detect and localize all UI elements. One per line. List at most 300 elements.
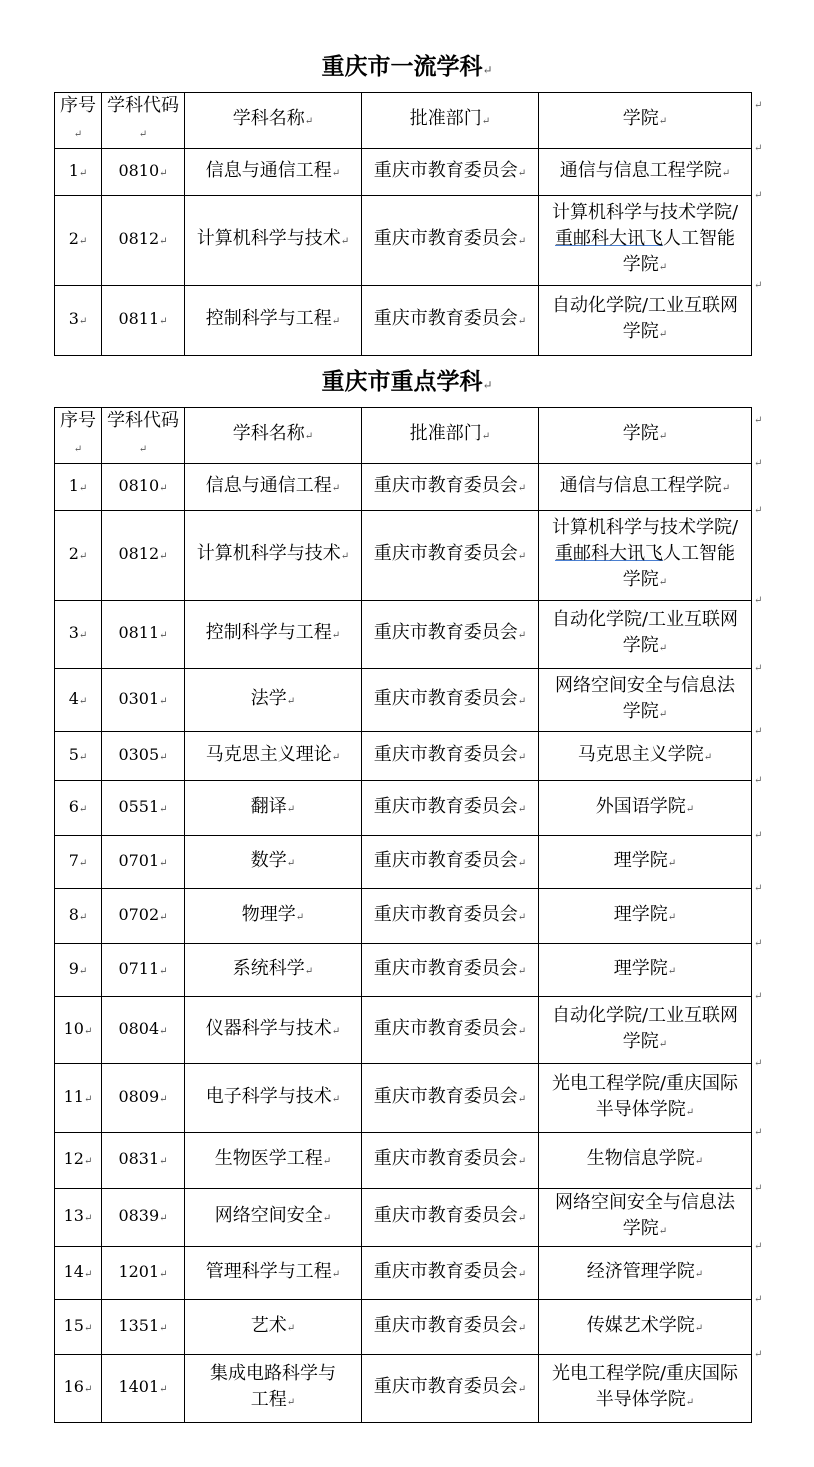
- paragraph-mark: ↵: [159, 1025, 168, 1037]
- cell-dept: [362, 1064, 539, 1133]
- paragraph-mark: ↵: [83, 1268, 93, 1280]
- cell-text: 信息与通信工程: [205, 159, 332, 181]
- paragraph-mark: ↵: [721, 482, 731, 494]
- header-name: [185, 93, 362, 149]
- paragraph-mark: ↵: [159, 751, 168, 763]
- paragraph-mark: ↵: [331, 1025, 341, 1037]
- paragraph-mark: ↵: [658, 1226, 668, 1237]
- paragraph-mark: ↵: [658, 577, 668, 588]
- paragraph-mark: ↵: [322, 1156, 332, 1167]
- paragraph-mark: ↵: [159, 1384, 168, 1395]
- cell-line: 半导体学院: [595, 1098, 686, 1120]
- paragraph-mark: ↵: [658, 643, 668, 654]
- cell-text: 法学: [250, 687, 287, 709]
- cell-code: [102, 196, 185, 286]
- paragraph-mark: ↵: [658, 329, 668, 340]
- paragraph-mark: ↵: [286, 1322, 296, 1334]
- underlined-text: 重邮科大讯飞: [555, 543, 663, 564]
- header-row: [55, 408, 752, 464]
- cell-seq: [55, 149, 102, 196]
- paragraph-mark: ↵: [331, 482, 341, 494]
- cell-code: [102, 1189, 185, 1247]
- paragraph-mark: ↵: [159, 1093, 168, 1105]
- cell-text: 重庆市教育委员会: [373, 159, 518, 181]
- cell-code: [102, 1355, 185, 1423]
- paragraph-mark: ↵: [78, 551, 88, 562]
- cell-college: [539, 1189, 752, 1247]
- cell-text: 重庆市教育委员会: [373, 308, 518, 329]
- cell-code: [102, 1133, 185, 1189]
- paragraph-mark: ↵: [78, 695, 88, 707]
- cell-text: 0809: [118, 1086, 160, 1106]
- cell-text: 生物信息学院: [586, 1148, 695, 1169]
- cell-seq: [55, 601, 102, 669]
- cell-line: 自动化学院/工业互联网: [551, 1004, 739, 1026]
- paragraph-mark: ↵: [517, 911, 527, 923]
- cell-text: 11: [63, 1086, 84, 1106]
- cell-line: 学院: [622, 1030, 659, 1052]
- paragraph-mark: ↵: [159, 551, 168, 562]
- cell-line: 自动化学院/工业互联网: [551, 609, 739, 630]
- cell-text: 0301: [118, 688, 160, 708]
- cell-text: 0804: [118, 1018, 160, 1038]
- paragraph-mark: ↵: [517, 857, 527, 869]
- paragraph-mark: ↵: [331, 1093, 341, 1105]
- header-dept: [362, 408, 539, 464]
- cell-text: 7: [68, 850, 79, 870]
- table-row: [55, 286, 752, 356]
- paragraph-mark: ↵: [517, 803, 527, 815]
- cell-dept: [362, 1355, 539, 1423]
- paragraph-mark: ↵: [517, 167, 527, 179]
- table-row: [55, 889, 752, 944]
- row-end-mark: ↵: [754, 726, 763, 737]
- cell-name: [185, 889, 362, 944]
- cell-seq: [55, 1300, 102, 1355]
- cell-college: [539, 1300, 752, 1355]
- cell-line: 自动化学院/工业互联网: [551, 295, 739, 316]
- cell-line: 工程: [250, 1389, 287, 1410]
- paragraph-mark: ↵: [159, 630, 168, 641]
- cell-text: 学科代码: [107, 410, 179, 431]
- cell-seq: [55, 836, 102, 889]
- table-row: [55, 1133, 752, 1189]
- cell-name: [185, 149, 362, 196]
- cell-name: [185, 1247, 362, 1300]
- cell-code: [102, 464, 185, 511]
- cell-code: [102, 836, 185, 889]
- row-end-mark: ↵: [754, 775, 763, 786]
- paragraph-mark: ↵: [78, 803, 88, 815]
- paragraph-mark: ↵: [159, 1213, 168, 1224]
- cell-text: 序号: [60, 410, 96, 431]
- cell-text: 管理科学与工程: [205, 1260, 332, 1282]
- cell-dept: [362, 889, 539, 944]
- paragraph-mark: ↵: [694, 1268, 704, 1280]
- paragraph-mark: ↵: [159, 803, 168, 815]
- cell-college: [539, 601, 752, 669]
- cell-name: [185, 1355, 362, 1423]
- cell-college: [539, 944, 752, 997]
- cell-text: 计算机科学与技术: [196, 543, 341, 564]
- cell-code: [102, 669, 185, 732]
- paragraph-mark: ↵: [331, 630, 341, 641]
- header-seq: [55, 93, 102, 149]
- cell-dept: [362, 669, 539, 732]
- paragraph-mark: ↵: [703, 751, 713, 763]
- cell-college: [539, 781, 752, 836]
- cell-line: 计算机科学与技术学院/: [551, 202, 739, 223]
- cell-college: [539, 464, 752, 511]
- table-row: [55, 511, 752, 601]
- header-college: [539, 408, 752, 464]
- cell-line: 重邮科大讯飞人工智能: [555, 543, 735, 564]
- paragraph-mark: ↵: [159, 911, 168, 923]
- cell-text: 重庆市教育委员会: [373, 1376, 518, 1397]
- paragraph-mark: ↵: [331, 167, 341, 179]
- cell-text: 3: [68, 309, 79, 328]
- row-end-mark: ↵: [754, 1127, 763, 1138]
- cell-dept: [362, 1300, 539, 1355]
- paragraph-mark: ↵: [78, 965, 88, 977]
- cell-text: 0831: [118, 1149, 160, 1168]
- cell-text: 通信与信息工程学院: [559, 159, 722, 181]
- paragraph-mark: ↵: [721, 167, 731, 179]
- cell-seq: [55, 464, 102, 511]
- paragraph-mark: ↵: [658, 708, 668, 720]
- cell-text: 物理学: [241, 903, 296, 925]
- paragraph-mark: ↵: [78, 482, 88, 494]
- cell-text: 1401: [118, 1377, 160, 1396]
- paragraph-mark: ↵: [322, 1213, 332, 1224]
- cell-name: [185, 601, 362, 669]
- cell-seq: [55, 1189, 102, 1247]
- cell-code: [102, 1247, 185, 1300]
- cell-text: 2: [68, 229, 79, 248]
- cell-text: 0812: [118, 544, 160, 563]
- row-end-mark: ↵: [754, 991, 763, 1002]
- cell-college: [539, 889, 752, 944]
- paragraph-mark: ↵: [159, 167, 168, 179]
- cell-text: 0839: [118, 1206, 160, 1225]
- cell-text: 重庆市教育委员会: [373, 687, 518, 709]
- paragraph-mark: ↵: [517, 695, 527, 707]
- header-code: [102, 408, 185, 464]
- cell-dept: [362, 511, 539, 601]
- cell-line: 集成电路科学与: [210, 1363, 336, 1384]
- row-end-mark: ↵: [754, 280, 763, 291]
- cell-text: 8: [68, 904, 79, 924]
- paragraph-mark: ↵: [481, 431, 491, 442]
- cell-line: 学院: [622, 321, 659, 342]
- cell-text: 重庆市教育委员会: [373, 543, 518, 564]
- row-end-mark: ↵: [754, 663, 763, 674]
- cell-line: 学院: [622, 635, 659, 656]
- cell-text: 序号: [60, 95, 96, 116]
- cell-text: 数学: [250, 849, 287, 871]
- cell-text: 0811: [118, 309, 160, 328]
- cell-text: 控制科学与工程: [205, 308, 332, 329]
- paragraph-mark: ↵: [517, 1384, 527, 1395]
- cell-text: 重庆市教育委员会: [373, 1148, 518, 1169]
- cell-text: 0810: [118, 475, 160, 495]
- header-college: [539, 93, 752, 149]
- paragraph-mark: ↵: [517, 1322, 527, 1334]
- row-end-mark: ↵: [754, 458, 763, 469]
- cell-text: 系统科学: [232, 957, 305, 979]
- paragraph-mark: ↵: [159, 857, 168, 869]
- cell-text: 重庆市教育委员会: [373, 795, 518, 817]
- cell-college: [539, 1064, 752, 1133]
- paragraph-mark: ↵: [295, 911, 305, 923]
- cell-seq: [55, 196, 102, 286]
- row-end-mark: ↵: [754, 1294, 763, 1305]
- cell-dept: [362, 732, 539, 781]
- cell-name: [185, 732, 362, 781]
- table-row: [55, 1300, 752, 1355]
- cell-line: 学院: [622, 254, 659, 275]
- row-end-mark: ↵: [754, 143, 763, 154]
- cell-name: [185, 997, 362, 1064]
- paragraph-mark: ↵: [517, 965, 527, 977]
- paragraph-mark: ↵: [517, 1156, 527, 1167]
- cell-code: [102, 889, 185, 944]
- cell-line: 光电工程学院/重庆国际: [551, 1072, 739, 1094]
- cell-seq: [55, 669, 102, 732]
- table-key-disciplines: [54, 407, 752, 1423]
- cell-text: 1351: [118, 1315, 160, 1335]
- row-end-mark: ↵: [754, 830, 763, 841]
- row-end-mark: ↵: [754, 1058, 763, 1069]
- cell-text: 5: [68, 744, 79, 764]
- cell-name: [185, 1189, 362, 1247]
- cell-name: [185, 944, 362, 997]
- paragraph-mark: ↵: [78, 630, 88, 641]
- cell-text: 0811: [118, 623, 160, 642]
- cell-text: 外国语学院: [595, 795, 686, 817]
- paragraph-mark: ↵: [78, 316, 88, 327]
- cell-college: [539, 1247, 752, 1300]
- cell-text: 理学院: [613, 957, 668, 979]
- cell-text: 生物医学工程: [214, 1148, 323, 1169]
- cell-line: 重邮科大讯飞人工智能: [555, 228, 735, 249]
- cell-text: 马克思主义理论: [205, 743, 332, 765]
- cell-seq: [55, 732, 102, 781]
- cell-text: 电子科学与技术: [205, 1085, 332, 1107]
- paragraph-mark: ↵: [78, 857, 88, 869]
- table-row: [55, 944, 752, 997]
- cell-text: 传媒艺术学院: [586, 1314, 695, 1336]
- cell-text: 1: [68, 160, 79, 180]
- paragraph-mark: ↵: [481, 116, 491, 127]
- cell-college: [539, 836, 752, 889]
- paragraph-mark: ↵: [78, 167, 88, 179]
- cell-text: 0812: [118, 229, 160, 248]
- cell-text: 重庆市教育委员会: [373, 1314, 518, 1336]
- cell-text: 经济管理学院: [586, 1260, 695, 1282]
- table-row: [55, 997, 752, 1064]
- cell-text: 0551: [118, 796, 160, 816]
- cell-code: [102, 944, 185, 997]
- cell-dept: [362, 944, 539, 997]
- paragraph-mark: ↵: [83, 1213, 93, 1224]
- cell-dept: [362, 781, 539, 836]
- cell-name: [185, 836, 362, 889]
- cell-line: 学院: [622, 569, 659, 590]
- cell-text: 重庆市教育委员会: [373, 622, 518, 643]
- cell-college: [539, 149, 752, 196]
- cell-line: 网络空间安全与信息法: [555, 674, 735, 696]
- row-end-mark: ↵: [754, 505, 763, 516]
- paragraph-mark: ↵: [658, 262, 668, 273]
- table-row: [55, 1189, 752, 1247]
- cell-dept: [362, 1133, 539, 1189]
- paragraph-mark: ↵: [667, 857, 677, 869]
- cell-college: [539, 196, 752, 286]
- cell-text: 3: [68, 623, 79, 642]
- cell-dept: [362, 836, 539, 889]
- paragraph-mark: ↵: [78, 911, 88, 923]
- row-end-mark: ↵: [754, 1183, 763, 1194]
- cell-dept: [362, 997, 539, 1064]
- cell-text: 计算机科学与技术: [196, 228, 341, 249]
- paragraph-mark: ↵: [304, 965, 314, 977]
- paragraph-mark: ↵: [685, 1106, 695, 1118]
- cell-text: 网络空间安全: [214, 1205, 323, 1226]
- paragraph-mark: ↵: [517, 236, 527, 247]
- cell-college: [539, 732, 752, 781]
- cell-text: 翻译: [250, 795, 287, 817]
- paragraph-mark: ↵: [286, 1397, 296, 1408]
- paragraph-mark: ↵: [83, 1384, 93, 1395]
- cell-college: [539, 669, 752, 732]
- cell-text: 学院: [622, 423, 659, 444]
- paragraph-mark: ↵: [658, 1038, 668, 1050]
- paragraph-mark: ↵: [517, 1093, 527, 1105]
- table1-title: 重庆市一流学科↵: [321, 53, 493, 80]
- paragraph-mark: ↵: [286, 695, 296, 707]
- paragraph-mark: ↵: [517, 751, 527, 763]
- paragraph-mark: ↵: [694, 1322, 704, 1334]
- cell-line: 学院: [622, 700, 659, 722]
- cell-name: [185, 1300, 362, 1355]
- paragraph-mark: ↵: [331, 1268, 341, 1280]
- cell-text: 10: [63, 1018, 84, 1038]
- paragraph-mark: ↵: [138, 129, 148, 140]
- cell-code: [102, 1300, 185, 1355]
- cell-text: 重庆市教育委员会: [373, 1085, 518, 1107]
- table-row: [55, 669, 752, 732]
- paragraph-mark: ↵: [517, 630, 527, 641]
- cell-college: [539, 1355, 752, 1423]
- cell-name: [185, 196, 362, 286]
- paragraph-mark: ↵: [159, 1268, 168, 1280]
- paragraph-mark: ↵: [340, 551, 350, 562]
- cell-text: 重庆市教育委员会: [373, 849, 518, 871]
- paragraph-mark: ↵: [83, 1156, 93, 1167]
- paragraph-mark: ↵: [159, 695, 168, 707]
- table2-title: 重庆市重点学科↵: [321, 368, 493, 395]
- paragraph-mark: ↵: [78, 751, 88, 763]
- cell-text: 马克思主义学院: [577, 743, 704, 765]
- paragraph-mark: ↵: [517, 1213, 527, 1224]
- table-row: [55, 1247, 752, 1300]
- paragraph-mark: ↵: [517, 1025, 527, 1037]
- cell-text: 重庆市教育委员会: [373, 957, 518, 979]
- cell-text: 重庆市教育委员会: [373, 474, 518, 496]
- row-end-mark: ↵: [754, 883, 763, 894]
- paragraph-mark: ↵: [667, 911, 677, 923]
- cell-code: [102, 1064, 185, 1133]
- paragraph-mark: ↵: [286, 803, 296, 815]
- cell-text: 学科名称: [232, 423, 305, 444]
- cell-line: 光电工程学院/重庆国际: [551, 1363, 739, 1384]
- cell-name: [185, 511, 362, 601]
- cell-text: 学科代码: [107, 95, 179, 116]
- cell-seq: [55, 1064, 102, 1133]
- row-end-mark: ↵: [754, 1349, 763, 1360]
- cell-code: [102, 286, 185, 356]
- row-end-mark: ↵: [754, 1241, 763, 1252]
- paragraph-mark: ↵: [331, 751, 341, 763]
- cell-text: 2: [68, 544, 79, 563]
- paragraph-mark: ↵: [685, 1397, 695, 1408]
- paragraph-mark: ↵: [73, 129, 83, 140]
- cell-text: 1201: [118, 1261, 160, 1281]
- cell-text: 批准部门: [409, 423, 482, 444]
- cell-text: 0711: [118, 958, 160, 978]
- cell-name: [185, 286, 362, 356]
- paragraph-mark: ↵: [159, 482, 168, 494]
- header-seq: [55, 408, 102, 464]
- cell-code: [102, 781, 185, 836]
- row-end-mark: ↵: [754, 938, 763, 949]
- cell-code: [102, 601, 185, 669]
- cell-text: 学院: [622, 108, 659, 129]
- table-row: [55, 601, 752, 669]
- cell-seq: [55, 889, 102, 944]
- paragraph-mark: ↵: [159, 316, 168, 327]
- cell-text: 通信与信息工程学院: [559, 474, 722, 496]
- cell-seq: [55, 944, 102, 997]
- cell-name: [185, 781, 362, 836]
- table-row: [55, 781, 752, 836]
- row-end-mark: ↵: [754, 100, 763, 111]
- paragraph-mark: ↵: [286, 857, 296, 869]
- cell-text: 9: [68, 958, 79, 978]
- table-row: [55, 464, 752, 511]
- cell-text: 13: [63, 1206, 84, 1225]
- paragraph-mark: ↵: [658, 431, 668, 442]
- paragraph-mark: ↵: [667, 965, 677, 977]
- cell-seq: [55, 511, 102, 601]
- table-first-class-disciplines: [54, 92, 752, 356]
- paragraph-mark: ↵: [304, 116, 314, 127]
- paragraph-mark: ↵: [331, 316, 341, 327]
- paragraph-mark: ↵: [304, 431, 314, 442]
- cell-text: 学科名称: [232, 108, 305, 129]
- cell-college: [539, 1133, 752, 1189]
- paragraph-mark: ↵: [517, 316, 527, 327]
- paragraph-mark: ↵: [517, 482, 527, 494]
- cell-seq: [55, 997, 102, 1064]
- cell-code: [102, 997, 185, 1064]
- paragraph-mark: ↵: [78, 236, 88, 247]
- paragraph-mark: ↵: [694, 1156, 704, 1167]
- table-row: [55, 149, 752, 196]
- cell-text: 重庆市教育委员会: [373, 743, 518, 765]
- cell-name: [185, 1064, 362, 1133]
